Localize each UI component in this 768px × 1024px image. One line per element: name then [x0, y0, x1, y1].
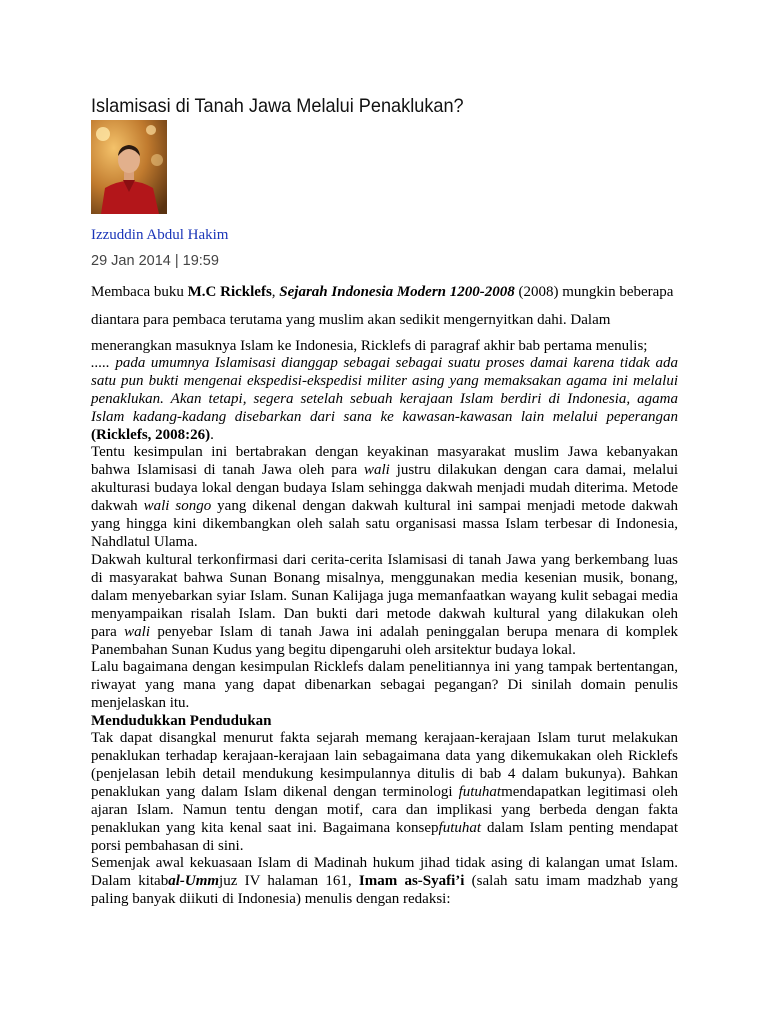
- paragraph-line: menerangkan masuknya Islam ke Indonesia, Ricklefs di paragraf akhir bab pertama menulis;: [91, 338, 648, 354]
- paragraph-line: Lalu bagaimana dengan kesimpulan Ricklefs dalam penelitiannya ini yang tampak bertentangan,: [91, 659, 678, 675]
- author-photo: [91, 120, 167, 214]
- paragraph-line: penaklukan yang dalam Islam dikenal dengan terminologi futuhatmendapatkan legitimasi oleh: [91, 784, 678, 800]
- paragraph-line: Tentu kesimpulan ini bertabrakan dengan keyakinan masyarakat muslim Jawa kebanyakan: [91, 444, 678, 460]
- paragraph-line: Membaca buku M.C Ricklefs, Sejarah Indonesia Modern 1200-2008 (2008) mungkin beberapa: [91, 284, 674, 300]
- section-heading: Mendudukkan Pendudukan: [91, 713, 272, 729]
- paragraph-line: di masyarakat bahwa Sunan Bonang misalnya, menggunakan media kesenian musik, bonang,: [91, 570, 678, 586]
- quote-line: penaklukan. Akan tetapi, segera setelah sebuah kerajaan Islam berdiri di Indonesia, agama: [91, 391, 678, 407]
- paragraph-line: paling banyak diikuti di Indonesia) menulis dengan redaksi:: [91, 891, 451, 907]
- citation-line: (Ricklefs, 2008:26).: [91, 427, 214, 443]
- book-title: Sejarah Indonesia Modern 1200-2008: [279, 284, 515, 300]
- quote-line: Islam kadang-kadang disebarkan dari sana ke kawasan-kawasan lain melalui peperangan: [91, 409, 678, 425]
- paragraph-line: Panembahan Sunan Kudus yang begitu dipengaruhi oleh arsitektur budaya lokal.: [91, 642, 576, 658]
- paragraph-line: Dalam kitabal-Ummjuz IV halaman 161, Imam as-Syafi’i (salah satu imam madzhab yang: [91, 873, 679, 889]
- paragraph-line: dakwah wali songo yang dikenal dengan dakwah kultural ini sampai menjadi metode dakwah: [91, 498, 678, 514]
- paragraph-line: Dakwah kultural terkonfirmasi dari cerita-cerita Islamisasi di tanah Jawa yang berkembang luas: [91, 552, 678, 568]
- paragraph-line: akulturasi budaya lokal dengan budaya Islam sehingga dakwah menjadi mudah diterima. Metode: [91, 480, 678, 496]
- paragraph-line: riwayat yang mana yang dapat dibenarkan sebagai pegangan? Di sinilah domain penulis: [91, 677, 678, 693]
- paragraph-line: bahwa Islamisasi di tanah Jawa oleh para wali justru dilakukan dengan cara damai, melalui: [91, 462, 678, 478]
- paragraph-line: penaklukan terhadap kerajaan-kerajaan lain sebagaimana data yang dikemukakan oleh Ricklefs: [91, 748, 678, 764]
- paragraph-line: yang hingga kini dikembangkan oleh salah satu organisasi massa Islam terbesar di Indonesia,: [91, 516, 678, 532]
- paragraph-line: Nahdlatul Ulama.: [91, 534, 198, 550]
- paragraph-line: penaklukan yang kita kenal saat ini. Bagaimana konsepfutuhat dalam Islam penting mendapat: [91, 820, 678, 836]
- paragraph-line: Semenjak awal kekuasaan Islam di Madinah hukum jihad tidak asing di kalangan umat Islam.: [91, 855, 678, 871]
- paragraph-line: dalam menyebarkan syiar Islam. Sunan Kalijaga juga memanfaatkan wayang kulit sebagai media: [91, 588, 678, 604]
- quote-line: satu pun bukti mengenai ekspedisi-ekspedisi militer asing yang memaksakan agama ini melalui: [91, 373, 678, 389]
- paragraph-line: para wali penyebar Islam di tanah Jawa ini adalah peninggalan berupa menara di komplek: [91, 624, 679, 640]
- citation: (Ricklefs, 2008:26): [91, 427, 211, 443]
- paragraph-line: ajaran Islam. Namun tentu dengan motif, cara dan implikasi yang berbeda dengan fakta: [91, 802, 678, 818]
- quote-line: ..... pada umumnya Islamisasi dianggap sebagai sebagai suatu proses damai karena tidak ada: [91, 355, 678, 371]
- paragraph-line: (penjelasan lebih detail mendukung kesimpulannya ditulis di bab 4 dalam bukunya). Bahkan: [91, 766, 678, 782]
- paragraph-line: Tak dapat disangkal menurut fakta sejarah memang kerajaan-kerajaan Islam turut melakukan: [91, 730, 678, 746]
- author-ref: M.C Ricklefs: [187, 284, 272, 300]
- publish-date: 29 Jan 2014 | 19:59: [91, 253, 219, 269]
- paragraph-line: menjelaskan itu.: [91, 695, 190, 711]
- paragraph-line: diantara para pembaca terutama yang muslim akan sedikit mengernyitkan dahi. Dalam: [91, 312, 611, 328]
- paragraph-line: menyampaikan risalah Islam. Dan bukti dari metode dakwah kultural yang dilakukan oleh: [91, 606, 678, 622]
- article-title: Islamisasi di Tanah Jawa Melalui Penaklukan?: [91, 95, 464, 117]
- paragraph-line: porsi pembahasan di sini.: [91, 838, 244, 854]
- author-name-link[interactable]: Izzuddin Abdul Hakim: [91, 227, 229, 243]
